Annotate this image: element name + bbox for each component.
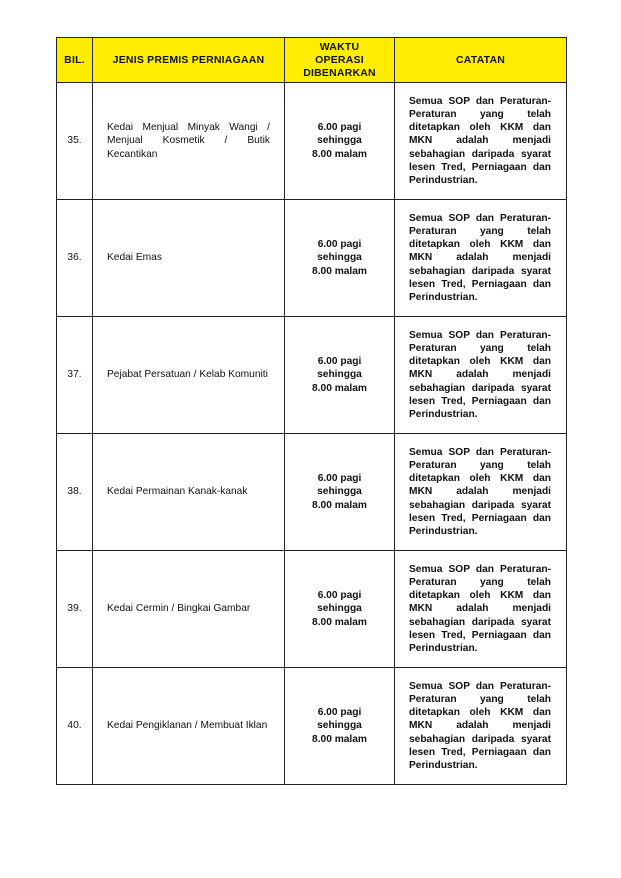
catatan-text: Semua SOP dan Peraturan-Peraturan yang telah ditetapkan oleh KKM dan MKN adalah menjadi sebahagian daripada syarat lesen Tred, Perniagaan dan Perindustrian. [409,564,551,654]
row-waktu-operasi [285,551,395,668]
row-jenis-premis: Kedai Cermin / Bingkai Gambar [93,551,285,668]
row-catatan [395,668,567,785]
row-bil: 35. [57,83,93,200]
row-jenis-premis: Kedai Pengiklanan / Membuat Iklan [93,668,285,785]
table-row [57,668,567,785]
row-waktu-operasi [285,668,395,785]
catatan-text: Semua SOP dan Peraturan-Peraturan yang telah ditetapkan oleh KKM dan MKN adalah menjadi sebahagian daripada syarat lesen Tred, Perniagaan dan Perindustrian. [409,330,551,420]
header-bil: BIL. [57,38,93,83]
waktu-start: 6.00 pagi [317,122,362,134]
row-jenis-premis: Kedai Emas [93,200,285,317]
waktu-until: sehingga [317,603,362,615]
row-bil: 37. [57,317,93,434]
document-page [56,37,566,785]
waktu-until: sehingga [317,135,362,147]
row-catatan [395,317,567,434]
waktu-end: 8.00 malam [312,265,367,277]
waktu-until: sehingga [317,720,362,732]
waktu-start: 6.00 pagi [317,590,362,602]
waktu-start: 6.00 pagi [317,473,362,485]
table-row [57,434,567,551]
waktu-start: 6.00 pagi [317,356,362,368]
waktu-end: 8.00 malam [312,499,367,511]
header-waktu-operasi [285,38,395,83]
row-bil: 39. [57,551,93,668]
row-jenis-premis: Kedai Permainan Kanak-kanak [93,434,285,551]
row-bil: 36. [57,200,93,317]
row-jenis-premis: Kedai Menjual Minyak Wangi / Menjual Kosmetik / Butik Kecantikan [93,83,285,200]
catatan-text: Semua SOP dan Peraturan-Peraturan yang telah ditetapkan oleh KKM dan MKN adalah menjadi sebahagian daripada syarat lesen Tred, Perniagaan dan Perindustrian. [409,447,551,537]
row-catatan [395,83,567,200]
catatan-text: Semua SOP dan Peraturan-Peraturan yang telah ditetapkan oleh KKM dan MKN adalah menjadi sebahagian daripada syarat lesen Tred, Perniagaan dan Perindustrian. [409,681,551,771]
table-row [57,200,567,317]
header-waktu-text: WAKTU OPERASI DIBENARKAN [303,40,376,79]
waktu-until: sehingga [317,369,362,381]
row-jenis-premis: Pejabat Persatuan / Kelab Komuniti [93,317,285,434]
waktu-until: sehingga [317,252,362,264]
row-catatan [395,434,567,551]
row-waktu-operasi [285,434,395,551]
table-row [57,551,567,668]
row-bil: 40. [57,668,93,785]
waktu-end: 8.00 malam [312,616,367,628]
row-waktu-operasi [285,200,395,317]
row-catatan [395,200,567,317]
row-catatan [395,551,567,668]
row-bil: 38. [57,434,93,551]
row-waktu-operasi [285,83,395,200]
waktu-end: 8.00 malam [312,733,367,745]
table-header [57,38,567,83]
waktu-start: 6.00 pagi [317,707,362,719]
catatan-text: Semua SOP dan Peraturan-Peraturan yang telah ditetapkan oleh KKM dan MKN adalah menjadi sebahagian daripada syarat lesen Tred, Perniagaan dan Perindustrian. [409,213,551,303]
header-catatan: CATATAN [395,38,567,83]
table-row [57,317,567,434]
table-body [57,83,567,785]
premis-table [56,37,567,785]
waktu-end: 8.00 malam [312,382,367,394]
row-waktu-operasi [285,317,395,434]
catatan-text: Semua SOP dan Peraturan-Peraturan yang telah ditetapkan oleh KKM dan MKN adalah menjadi sebahagian daripada syarat lesen Tred, Perniagaan dan Perindustrian. [409,96,551,186]
waktu-until: sehingga [317,486,362,498]
waktu-end: 8.00 malam [312,148,367,160]
header-jenis-premis: JENIS PREMIS PERNIAGAAN [93,38,285,83]
waktu-start: 6.00 pagi [317,239,362,251]
table-row [57,83,567,200]
header-row [57,38,567,83]
